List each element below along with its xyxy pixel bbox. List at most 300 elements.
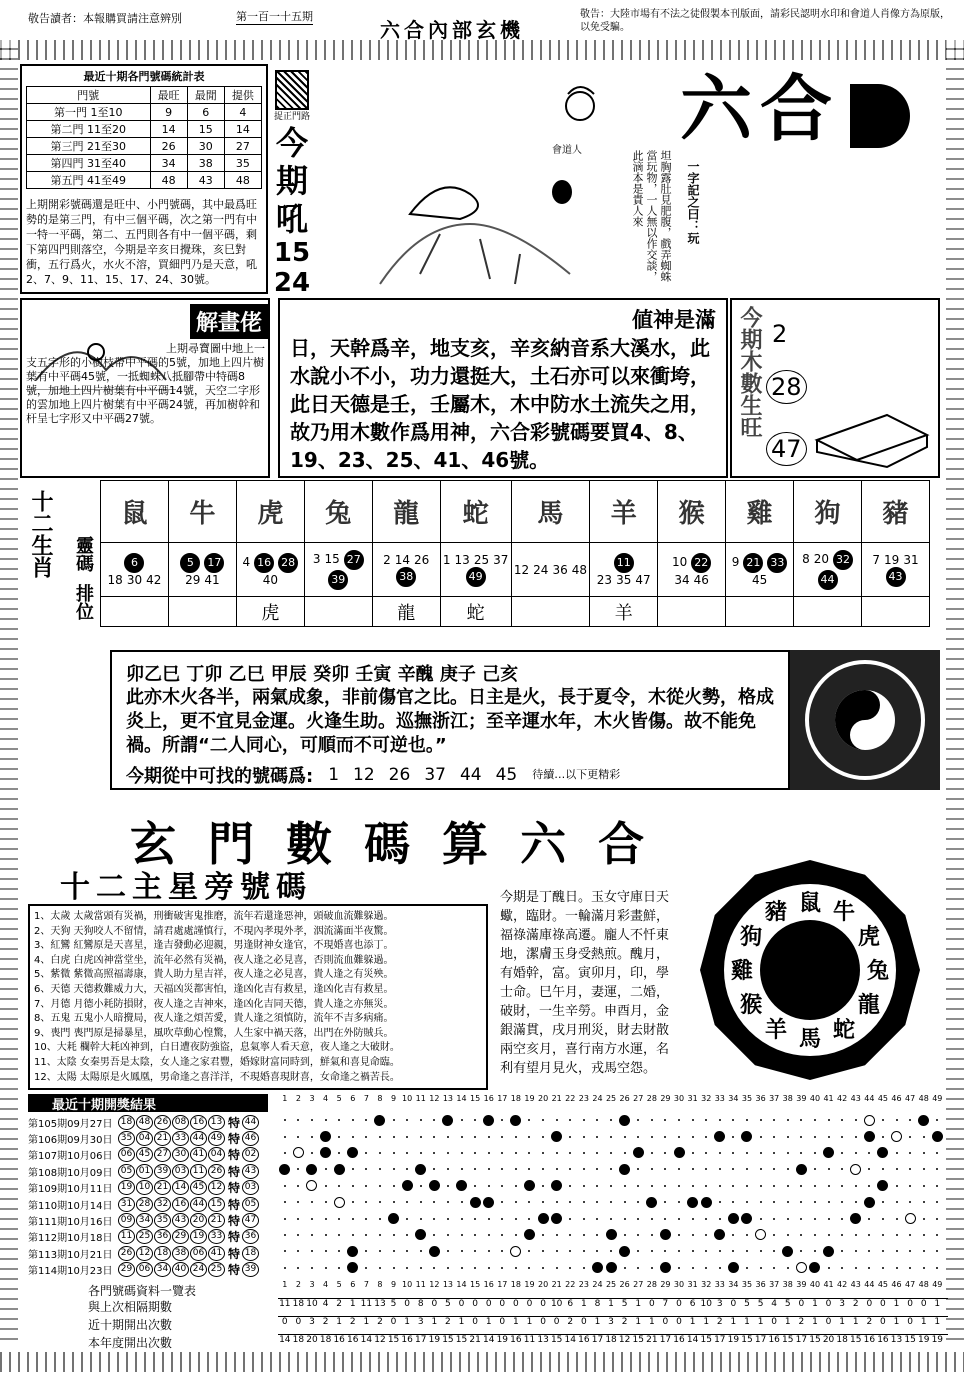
zodiac-numbers-cell — [372, 543, 440, 597]
grid-cell — [727, 1262, 741, 1273]
special-label: 特 — [228, 1263, 241, 1278]
stat-header-cell: 34 — [728, 1280, 739, 1289]
grid-cell — [550, 1180, 564, 1191]
grid-cell — [740, 1168, 754, 1170]
grid-header-cell: 44 — [864, 1094, 875, 1103]
stat-cell: 19 — [727, 1335, 740, 1345]
grid-dot — [325, 1267, 327, 1269]
grid-dot — [556, 1267, 558, 1269]
grid-dot — [882, 1218, 884, 1220]
stat-cell: 0 — [907, 1299, 913, 1309]
number-dot-icon — [619, 1164, 630, 1175]
grid-cell — [727, 1168, 741, 1170]
find-number: 45 — [495, 765, 518, 785]
door-cell: 26 — [150, 138, 187, 155]
zodiac-cell — [440, 481, 511, 543]
history-period: 第109期10月11日 — [28, 1184, 113, 1196]
number-dot-icon — [551, 1213, 562, 1224]
star-line: 11、太陰 女秦男吾是太陰，女人逢之家君豐，婚嫁財富同時到，鮮氣和喜見命臨。 — [34, 1056, 400, 1068]
grid-dot — [311, 1218, 313, 1220]
grid-cell — [686, 1218, 700, 1220]
door-header: 最旺 — [150, 87, 187, 104]
grid-dot — [773, 1185, 775, 1187]
grid-dot — [461, 1119, 463, 1121]
zodiac-rank-cell — [862, 597, 930, 627]
number-dot-icon — [741, 1213, 752, 1224]
grid-cell — [767, 1119, 781, 1121]
grid-dot — [787, 1267, 789, 1269]
grid-cell — [455, 1267, 469, 1269]
grid-cell — [332, 1250, 346, 1252]
grid-dot — [515, 1168, 517, 1170]
grid-cell — [496, 1234, 510, 1236]
grid-dot — [936, 1234, 938, 1236]
grid-cell — [876, 1218, 890, 1220]
grid-cell — [305, 1267, 319, 1269]
star-line: 6、天德 天德救難威力大，天福凶災都害怕，逢凶化吉有救星，逢凶化吉有救星。 — [34, 983, 394, 995]
stat-cell: 1 — [893, 1299, 900, 1309]
grid-cell — [292, 1136, 306, 1138]
stat-cell: 1 — [608, 1299, 614, 1309]
stat-cell: 5 — [621, 1299, 628, 1309]
grid-dot — [433, 1201, 435, 1203]
zodiac-number: 23 — [596, 572, 613, 587]
grid-dot — [882, 1119, 884, 1121]
grid-cell — [795, 1185, 809, 1187]
grid-cell — [808, 1234, 822, 1236]
number-dot-icon — [877, 1180, 888, 1191]
zodiac-number: 41 — [204, 572, 220, 587]
history-number: 45 — [136, 1147, 153, 1162]
grid-cell — [360, 1267, 374, 1269]
grid-cell — [577, 1218, 591, 1220]
stat-header-cell: 24 — [592, 1280, 603, 1289]
number-dot-icon — [714, 1131, 725, 1142]
grid-cell — [509, 1185, 523, 1187]
grid-cell — [346, 1246, 360, 1257]
special-label: 特 — [228, 1148, 241, 1163]
grid-dot — [800, 1218, 802, 1220]
stat-cell: 21 — [469, 1335, 481, 1345]
grid-cell — [319, 1185, 333, 1187]
grid-cell — [332, 1197, 346, 1208]
special-dot-icon — [755, 1229, 766, 1240]
grid-dot — [569, 1201, 571, 1203]
grid-cell — [523, 1168, 537, 1170]
brand-strip-right — [946, 40, 964, 1340]
stat-cell: 0 — [798, 1299, 805, 1309]
grid-dot — [365, 1136, 367, 1138]
grid-cell — [754, 1201, 768, 1203]
grid-dot — [420, 1201, 422, 1203]
history-special: 18 — [242, 1246, 259, 1261]
grid-cell — [604, 1119, 618, 1121]
rabbit-icon: 兔 — [325, 499, 352, 529]
roar-number: 24 — [273, 268, 311, 298]
grid-dot — [692, 1234, 694, 1236]
stat-cell: 10 — [700, 1299, 712, 1309]
grid-cell — [618, 1234, 632, 1236]
grid-cell — [496, 1185, 510, 1187]
stat-cell: 1 — [526, 1317, 533, 1327]
history-number: 10 — [136, 1180, 153, 1195]
door-row — [27, 155, 262, 172]
grid-cell — [577, 1168, 591, 1170]
grid-dot — [909, 1168, 911, 1170]
stat-label: 近十期開出次數 — [88, 1318, 173, 1332]
grid-cell — [931, 1168, 945, 1170]
grid-dot — [610, 1136, 612, 1138]
zodiac-cell — [590, 481, 658, 543]
grid-cell — [795, 1262, 809, 1273]
grid-dot — [787, 1218, 789, 1220]
grid-dot — [528, 1136, 530, 1138]
history-number: 34 — [154, 1262, 171, 1277]
stat-cell: 18 — [836, 1335, 848, 1345]
grid-cell — [645, 1185, 659, 1187]
grid-cell — [754, 1267, 768, 1269]
stat-cell: 0 — [676, 1299, 682, 1309]
history-number: 21 — [154, 1131, 171, 1146]
stat-row — [278, 1298, 948, 1316]
grid-cell — [835, 1119, 849, 1121]
grid-dot — [311, 1250, 313, 1252]
number-dot-icon — [701, 1197, 712, 1208]
number-dot-icon — [619, 1246, 630, 1257]
grid-cell — [278, 1250, 292, 1252]
grid-dot — [855, 1250, 857, 1252]
grid-cell — [781, 1201, 795, 1203]
grid-header-cell: 4 — [323, 1094, 329, 1103]
stat-cell: 16 — [347, 1335, 359, 1345]
grid-cell — [849, 1152, 863, 1154]
grid-dot — [746, 1234, 748, 1236]
grid-dot — [406, 1119, 408, 1121]
grid-header-cell: 31 — [687, 1094, 698, 1103]
grid-cell — [292, 1250, 306, 1252]
grid-cell — [822, 1218, 836, 1220]
stat-cell: 17 — [415, 1335, 427, 1345]
zodiac-cell — [236, 481, 304, 543]
number-dot-icon — [551, 1131, 562, 1142]
grid-header-cell: 28 — [646, 1094, 657, 1103]
grid-dot — [814, 1185, 816, 1187]
grid-cell — [373, 1136, 387, 1138]
grid-cell — [577, 1267, 591, 1269]
grid-cell — [740, 1234, 754, 1236]
stat-cell: 1 — [689, 1317, 696, 1327]
grid-cell — [373, 1267, 387, 1269]
grid-cell — [659, 1136, 673, 1138]
grid-dot — [909, 1267, 911, 1269]
number-dot-icon — [320, 1131, 331, 1142]
grid-dot — [393, 1201, 395, 1203]
grid-dot — [664, 1168, 666, 1170]
grid-dot — [828, 1168, 830, 1170]
zodiac-number: 11 — [614, 553, 634, 573]
grid-cell — [903, 1152, 917, 1154]
star-line: 4、白虎 白虎凶神當堂坐，流年必然有災禍，夜人逢之必見喜，否則流血難躲過。 — [34, 954, 394, 966]
grid-cell — [931, 1131, 945, 1142]
zodiac-numbers-cell — [440, 543, 511, 597]
stat-header-cell: 41 — [823, 1280, 834, 1289]
grid-dot — [936, 1267, 938, 1269]
grid-dot — [474, 1234, 476, 1236]
grid-dot — [488, 1136, 490, 1138]
wheel-animal: 蛇 — [832, 1017, 856, 1043]
grid-dot — [596, 1250, 598, 1252]
door-cell: 48 — [224, 172, 261, 189]
grid-dot — [379, 1267, 381, 1269]
grid-dot — [352, 1218, 354, 1220]
grid-cell — [808, 1185, 822, 1187]
grid-dot — [433, 1119, 435, 1121]
grid-cell — [645, 1152, 659, 1154]
star-line: 7、月德 月德小耗防損財，夜人逢之吉神來，逢凶化吉同天德，貴人逢之亦無災。 — [34, 998, 394, 1010]
grid-dot — [868, 1185, 870, 1187]
grid-cell — [496, 1168, 510, 1170]
grid-cell — [767, 1218, 781, 1220]
grid-cell — [645, 1218, 659, 1220]
grid-cell — [563, 1201, 577, 1203]
notice-right: 敬告：大陸市場有不法之徒假製本刊版面，請彩民認明水印和會道人肖像方為原版，以免受騙。 — [580, 9, 950, 33]
grid-cell — [577, 1119, 591, 1121]
grid-cell — [509, 1218, 523, 1220]
grid-dot — [896, 1267, 898, 1269]
wood-number: 28 — [766, 370, 807, 404]
grid-cell — [931, 1234, 945, 1236]
number-dot-icon — [374, 1115, 385, 1126]
grid-cell — [618, 1218, 632, 1220]
grid-cell — [577, 1250, 591, 1252]
grid-dot — [583, 1168, 585, 1170]
grid-dot — [692, 1267, 694, 1269]
issue-number: 第一百一十五期 — [236, 10, 313, 23]
grid-cell — [292, 1267, 306, 1269]
grid-cell — [781, 1218, 795, 1220]
stat-cell: 17 — [659, 1335, 672, 1345]
stat-cell: 0 — [907, 1317, 913, 1327]
grid-cell — [740, 1152, 754, 1154]
grid-cell — [591, 1152, 605, 1154]
history-special: 36 — [242, 1229, 259, 1244]
grid-cell — [754, 1185, 768, 1187]
grid-header-cell: 9 — [391, 1094, 397, 1103]
grid-dot — [420, 1152, 422, 1154]
grid-dot — [841, 1201, 843, 1203]
grid-cell — [428, 1201, 442, 1203]
zodiac-number: 32 — [833, 550, 853, 570]
grid-cell — [672, 1119, 686, 1121]
zodiac-number: 31 — [903, 552, 919, 567]
grid-dot — [583, 1218, 585, 1220]
history-number: 09 — [118, 1213, 135, 1228]
history-number: 06 — [118, 1147, 135, 1162]
monkey-icon: 猴 — [678, 499, 705, 529]
stat-cell: 0 — [880, 1317, 886, 1327]
grid-cell — [414, 1218, 428, 1220]
stat-cell: 2 — [567, 1317, 574, 1327]
grid-cell — [672, 1267, 686, 1269]
grid-cell — [795, 1218, 809, 1220]
history-period: 第112期10月18日 — [28, 1233, 113, 1245]
stat-cell: 17 — [754, 1335, 767, 1345]
grid-dot — [624, 1267, 626, 1269]
number-dot-icon — [279, 1164, 290, 1175]
stat-cell: 16 — [333, 1335, 345, 1345]
history-number: 21 — [208, 1213, 225, 1228]
grid-cell — [577, 1201, 591, 1203]
history-period: 第105期09月27日 — [28, 1118, 113, 1130]
grid-dot — [406, 1250, 408, 1252]
grid-dot — [760, 1185, 762, 1187]
grid-cell — [645, 1234, 659, 1236]
grid-dot — [664, 1201, 666, 1203]
history-number: 11 — [118, 1229, 135, 1244]
grid-cell — [523, 1136, 537, 1138]
wood-title: 今期木數生旺 — [737, 306, 762, 438]
grid-cell — [360, 1201, 374, 1203]
zodiac-number: 48 — [571, 562, 587, 577]
grid-cell — [387, 1136, 401, 1138]
history-number: 15 — [208, 1197, 225, 1212]
star-line: 10、大耗 欄幹大耗凶神到，白日遭夜防強盜，息氣寧人看天意，夜人逢之大破財。 — [34, 1042, 400, 1054]
grid-dot — [828, 1185, 830, 1187]
grid-dot — [420, 1136, 422, 1138]
grid-dot — [406, 1267, 408, 1269]
bazi-pillars: 卯乙巳 丁卯 乙巳 甲辰 癸卯 壬寅 辛醜 庚子 己亥 — [126, 664, 519, 685]
grid-cell — [672, 1234, 686, 1236]
grid-dot — [406, 1234, 408, 1236]
grid-dot — [692, 1168, 694, 1170]
roar-panel — [270, 70, 314, 298]
number-dot-icon — [823, 1246, 834, 1257]
grid-dot — [284, 1201, 286, 1203]
zodiac-number: 2 — [383, 552, 391, 567]
grid-dot — [760, 1119, 762, 1121]
door-cell: 第三門 21至30 — [27, 138, 151, 155]
grid-dot — [841, 1185, 843, 1187]
grid-dot — [515, 1201, 517, 1203]
grid-cell — [373, 1201, 387, 1203]
history-number: 08 — [172, 1115, 189, 1130]
zodiac-cell — [101, 481, 169, 543]
grid-cell — [550, 1267, 564, 1269]
roar-title-2: 期 — [275, 162, 308, 200]
grid-cell — [903, 1201, 917, 1203]
history-special: 05 — [242, 1197, 259, 1212]
grid-cell — [863, 1197, 877, 1208]
grid-dot — [637, 1267, 639, 1269]
masthead-title: 六合 — [680, 67, 841, 151]
grid-cell — [563, 1234, 577, 1236]
zodiac-number: 33 — [767, 553, 787, 573]
grid-cell — [808, 1119, 822, 1121]
grid-dot — [365, 1267, 367, 1269]
grid-dot — [311, 1267, 313, 1269]
grid-cell — [591, 1168, 605, 1170]
grid-dot — [705, 1267, 707, 1269]
grid-dot — [379, 1168, 381, 1170]
grid-dot — [542, 1136, 544, 1138]
grid-cell — [468, 1267, 482, 1269]
door-row — [27, 104, 262, 121]
find-numbers-row — [126, 762, 774, 788]
grid-cell — [305, 1164, 319, 1175]
grid-dot — [379, 1201, 381, 1203]
grid-dot — [393, 1119, 395, 1121]
grid-dot — [624, 1201, 626, 1203]
grid-dot — [732, 1119, 734, 1121]
grid-dot — [297, 1267, 299, 1269]
grid-dot — [488, 1267, 490, 1269]
grid-dot — [488, 1168, 490, 1170]
number-dot-icon — [388, 1213, 399, 1224]
grid-cell — [917, 1168, 931, 1170]
grid-dot — [814, 1168, 816, 1170]
stat-cell: 3 — [839, 1299, 845, 1309]
grid-dot — [664, 1250, 666, 1252]
grid-dot — [705, 1185, 707, 1187]
grid-cell — [332, 1185, 346, 1187]
roar-title-3: 吼 — [275, 200, 308, 238]
grid-header-cell: 41 — [823, 1094, 834, 1103]
zodiac-number: 37 — [493, 552, 509, 567]
grid-cell — [835, 1136, 849, 1138]
grid-dot — [297, 1201, 299, 1203]
grid-cell — [740, 1201, 754, 1203]
grid-cell — [509, 1267, 523, 1269]
zodiac-number: 24 — [533, 562, 549, 577]
stat-header-cell: 49 — [932, 1280, 943, 1289]
grid-dot — [501, 1267, 503, 1269]
stat-cell: 19 — [496, 1335, 509, 1345]
grid-cell — [523, 1180, 537, 1191]
stat-cell: 1 — [458, 1317, 465, 1327]
wheel-animal: 狗 — [740, 925, 763, 950]
grid-cell — [455, 1234, 469, 1236]
grid-dot — [420, 1218, 422, 1220]
grid-cell — [822, 1136, 836, 1138]
zodiac-numbers-cell — [862, 543, 930, 597]
stat-cell: 21 — [646, 1335, 658, 1345]
stat-cell: 16 — [673, 1335, 685, 1345]
grid-header-cell: 1 — [282, 1094, 288, 1103]
grid-dot — [352, 1185, 354, 1187]
grid-header-cell: 17 — [497, 1094, 508, 1103]
door-cell: 9 — [150, 104, 187, 121]
grid-dot — [542, 1201, 544, 1203]
recent-doors-panel — [20, 64, 268, 294]
grid-cell — [659, 1119, 673, 1121]
grid-dot — [352, 1234, 354, 1236]
grid-dot — [705, 1136, 707, 1138]
grid-header-cell: 13 — [442, 1094, 454, 1103]
history-number: 18 — [154, 1246, 171, 1261]
number-dot-icon — [728, 1213, 739, 1224]
grid-cell — [509, 1115, 523, 1126]
roar-title-1: 今 — [275, 124, 308, 162]
grid-header-cell: 7 — [363, 1094, 369, 1103]
special-dot-icon — [334, 1197, 345, 1208]
grid-dot — [841, 1152, 843, 1154]
number-dot-icon — [850, 1213, 861, 1224]
history-number: 19 — [190, 1229, 207, 1244]
grid-dot — [923, 1152, 925, 1154]
grid-cell — [822, 1185, 836, 1187]
stat-cell: 1 — [934, 1317, 941, 1327]
grid-dot — [297, 1218, 299, 1220]
